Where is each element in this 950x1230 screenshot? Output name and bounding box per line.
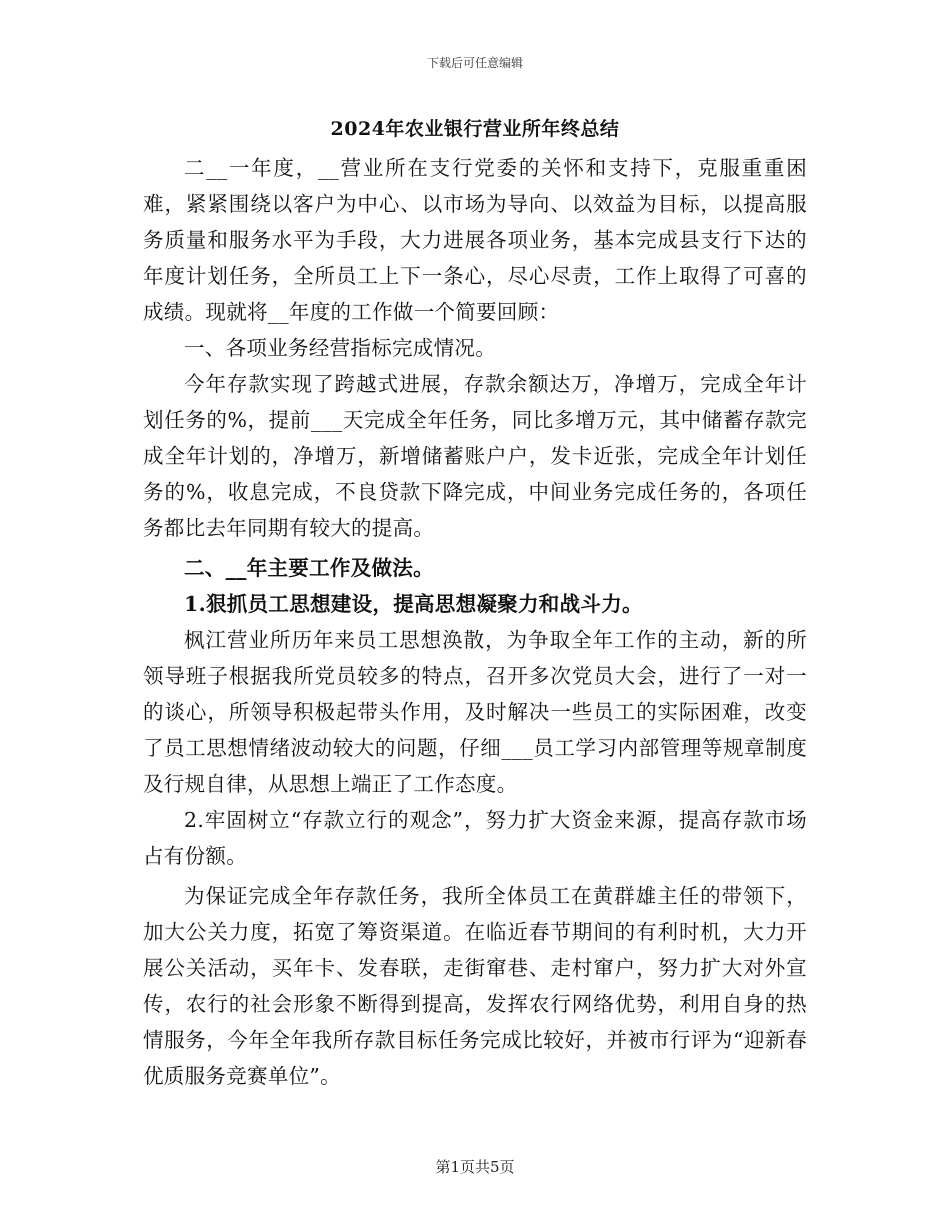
paragraph-deposit-task: 为保证完成全年存款任务，我所全体员工在黄群雄主任的带领下，加大公关力度，拓宽了筹资渠道。在临近春节期间的有利时机，大力开展公关活动，买年卡、发春联，走街窜巷、走村窜户，努力扩大对外宣传，农行的社会形象不断得到提高，发挥农行网络优势，利用自身的热情服务，今年全年我所存款目标任务完成比较好，并被市行评为“迎新春优质服务竞赛单位”。 bbox=[143, 884, 807, 1088]
paragraph-staff-thought: 枫江营业所历年来员工思想涣散，为争取全年工作的主动，新的所领导班子根据我所党员较多的特点，召开多次党员大会，进行了一对一的谈心，所领导积极起带头作用，及时解决一些员工的实际困难，改变了员工思想情绪波动较大的问题，仔细___员工学习内部管理等规章制度及行规自律，从思想上端正了工作态度。 bbox=[143, 628, 807, 796]
paragraph-intro: 二__一年度，__营业所在支行党委的关怀和支持下，克服重重困难，紧紧围绕以客户为中心、以市场为导向、以效益为目标，以提高服务质量和服务水平为手段，大力进展各项业务，基本完成县支行下达的年度计划任务，全所员工上下一条心，尽心尽责，工作上取得了可喜的成绩。现就将__年度的工作做一个简要回顾： bbox=[143, 156, 807, 324]
section-heading-2: 二、__年主要工作及做法。 bbox=[184, 556, 434, 580]
page-footer: 第1页共5页 bbox=[435, 1158, 515, 1176]
paragraph-indicators: 今年存款实现了跨越式进展，存款余额达万，净增万，完成全年计划任务的%，提前___天完成全年任务，同比多增万元，其中储蓄存款完成全年计划的，净增万，新增储蓄账户户，发卡近张，完成全年计划任务的%，收息完成，不良贷款下降完成，中间业务完成任务的，各项任务都比去年同期有较大的提高。 bbox=[143, 372, 807, 540]
subheading-2: 2.牢固树立“存款立行的观念”，努力扩大资金来源，提高存款市场占有份额。 bbox=[143, 808, 807, 868]
page-header: 下载后可任意编辑 bbox=[426, 56, 523, 70]
document-body bbox=[143, 150, 807, 1094]
subheading-1: 1.狠抓员工思想建设，提高思想凝聚力和战斗力。 bbox=[184, 592, 643, 616]
document-title: 2024年农业银行营业所年终总结 bbox=[330, 118, 620, 140]
section-heading-1: 一、各项业务经营指标完成情况。 bbox=[184, 336, 496, 360]
